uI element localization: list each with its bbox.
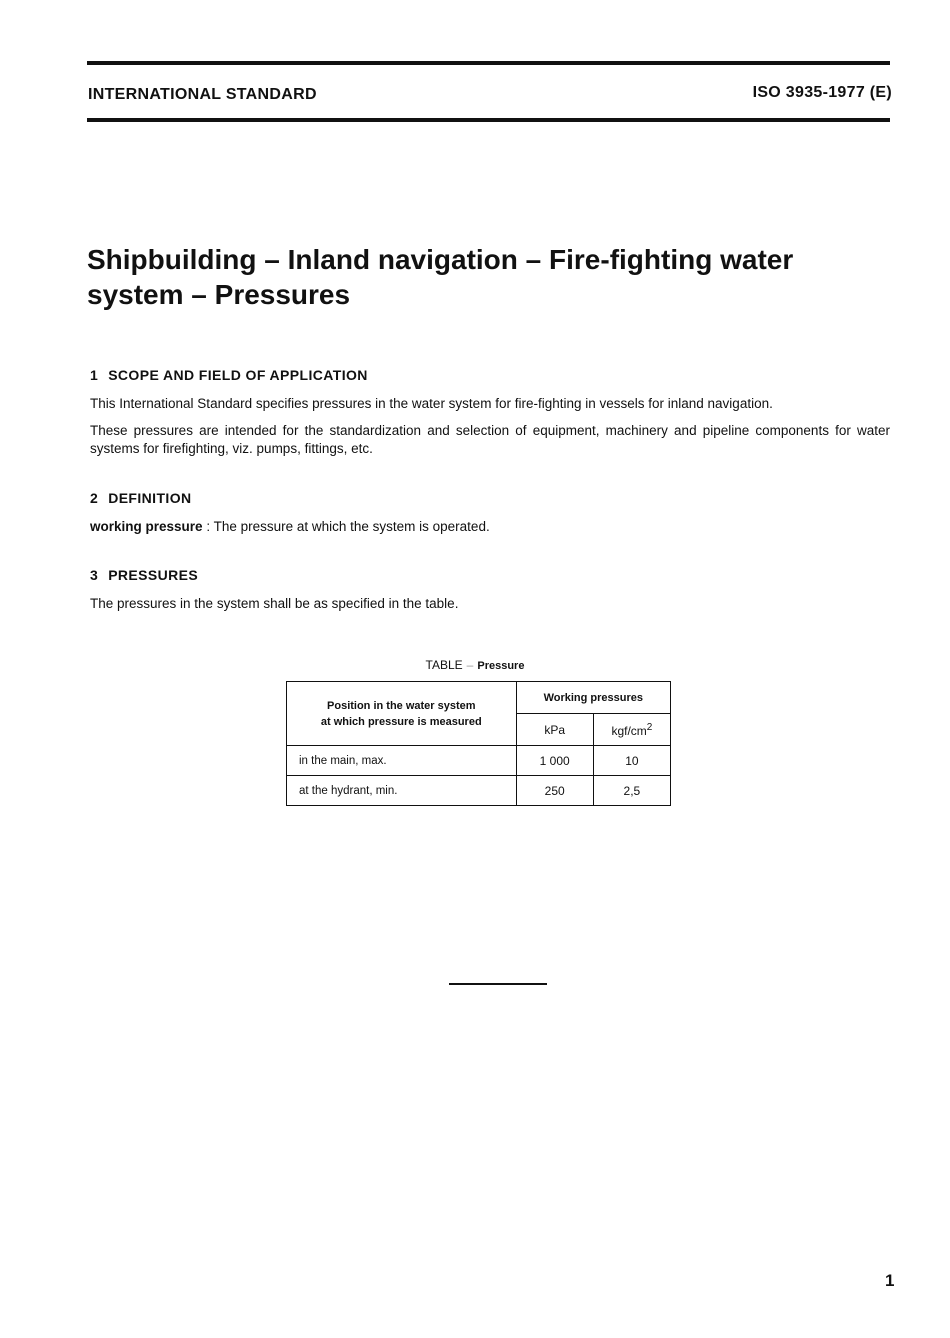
- working-pressures-header: Working pressures: [516, 682, 670, 714]
- definition-paragraph: [90, 518, 890, 536]
- section-1-heading: [90, 367, 368, 383]
- unit-kgf-header: [593, 714, 670, 746]
- table-caption-prefix: TABLE: [425, 658, 463, 672]
- unit-kgf-label: kgf/cm: [611, 723, 647, 738]
- table-caption-title: Pressure: [477, 660, 525, 672]
- title-line-1: Shipbuilding – Inland navigation – Fire-fighting water: [87, 244, 794, 275]
- section-title: DEFINITION: [108, 490, 192, 506]
- section-2-heading: [90, 490, 192, 506]
- header-top-rule: [87, 61, 890, 65]
- row-position: at the hydrant, min.: [287, 776, 517, 806]
- standard-number: ISO 3935-1977 (E): [752, 84, 892, 101]
- page-title: [87, 242, 847, 312]
- title-line-2: system – Pressures: [87, 279, 351, 310]
- table-caption: [0, 658, 950, 672]
- pressure-table: [286, 681, 671, 806]
- header-bottom-rule: [87, 118, 890, 122]
- end-of-text-rule: [449, 983, 547, 985]
- row-kgf-value: 2,5: [593, 776, 670, 806]
- row-kgf-value: 10: [593, 746, 670, 776]
- unit-kpa-header: kPa: [516, 714, 593, 746]
- section-1-paragraph-2: These pressures are intended for the standardization and selection of equipment, machinery and pipeline components for water systems for firefighting, viz. pumps, fittings, etc.: [90, 423, 890, 456]
- section-1-paragraph-1: This International Standard specifies pressures in the water system for fire-fighting in vessels for inland navigation.: [90, 396, 773, 411]
- section-3-paragraph-1: The pressures in the system shall be as specified in the table.: [90, 596, 459, 611]
- definition-text: : The pressure at which the system is operated.: [206, 519, 490, 534]
- position-column-header: [287, 682, 517, 746]
- section-number: 1: [90, 367, 99, 383]
- document-type-label: INTERNATIONAL STANDARD: [88, 86, 317, 103]
- section-number: 2: [90, 490, 99, 506]
- page-number: 1: [885, 1271, 895, 1290]
- row-position: in the main, max.: [287, 746, 517, 776]
- section-title: SCOPE AND FIELD OF APPLICATION: [108, 367, 368, 383]
- defined-term: working pressure: [90, 519, 203, 534]
- table-row: [287, 746, 671, 776]
- row-kpa-value: 1 000: [516, 746, 593, 776]
- section-title: PRESSURES: [108, 567, 199, 583]
- table-header-row: [287, 682, 671, 714]
- position-header-line-1: Position in the water system: [327, 699, 476, 712]
- position-header-line-2: at which pressure is measured: [320, 715, 482, 728]
- table-caption-dash: –: [466, 658, 474, 672]
- row-kpa-value: 250: [516, 776, 593, 806]
- unit-kgf-exponent: 2: [646, 721, 653, 733]
- table-row: [287, 776, 671, 806]
- section-number: 3: [90, 567, 99, 583]
- section-3-heading: [90, 567, 198, 583]
